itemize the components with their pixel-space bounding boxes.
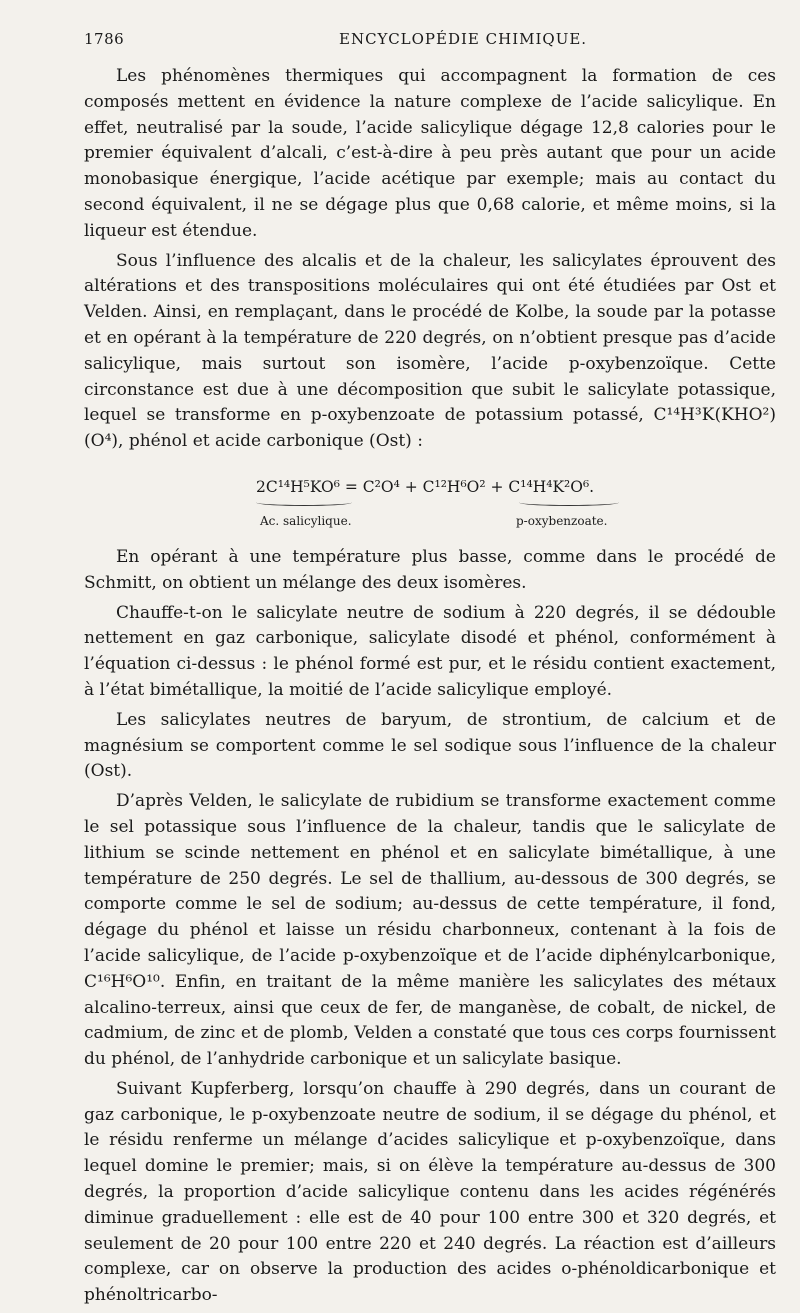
paragraph-neutral-salicylates: Les salicylates neutres de baryum, de strontium, de calcium et de magnésium se comportent comme le sel sodique sous l’influence de la chaleur (Ost). [84,709,776,782]
page-header [84,30,764,54]
running-title: ENCYCLOPÉDIE CHIMIQUE. [339,30,588,48]
underbrace-right [519,499,619,506]
chemical-equation [84,469,776,533]
equation-label-salicylic: Ac. salicylique. [260,513,352,528]
paragraph-velden: D’après Velden, le salicylate de rubidium se transforme exactement comme le sel potassique sous l’influence de la chaleur, tandis que le salicylate de lithium se scinde nettement en phénol et en salicylate bimétallique, à une température de 250 degrés. Le sel de thallium, au-dessous de 300 degrés, se comporte comme le sel de sodium; au-dessus de cette température, il fond, dégage du phénol et laisse un résidu charbonneux, contenant à la fois de l’acide salicylique, de l’acide p-oxybenzoïque et de l’acide diphénylcarbonique, C¹⁶H⁶O¹⁰. Enfin, en traitant de la même manière les salicylates des métaux alcalino-terreux, ainsi que ceux de fer, de manganèse, de cobalt, de nickel, de cadmium, de zinc et de plomb, Velden a constaté que tous ces corps fournissent du phénol, de l’anhydride carbonique et un salicylate basique. [84,791,776,1070]
paragraph-lower-temperature: En opérant à une température plus basse, comme dans le procédé de Schmitt, on obtient un mélange des deux isomères. [84,546,776,593]
paragraph-alkali-heat: Sous l’influence des alcalis et de la chaleur, les salicylates éprouvent des altérations et des transpositions moléculaires qui ont été étudiées par Ost et Velden. Ainsi, en remplaçant, dans le procédé de Kolbe, la soude par la potasse et en opérant à la température de 220 degrés, on n’obtient presque pas d’acide salicylique, mais surtout son isomère, l’acide p-oxybenzoïque. Cette circonstance est due à une décomposition que subit le salicylate potassique, lequel se transforme en p-oxybenzoate de potassium potassé, C¹⁴H³K(KHO²)(O⁴), phénol et acide carbonique (Ost) : [84,250,776,452]
equation-formula: 2C¹⁴H⁵KO⁶ = C²O⁴ + C¹²H⁶O² + C¹⁴H⁴K²O⁶. [256,477,595,496]
paragraph-thermal-phenomena: Les phénomènes thermiques qui accompagnent la formation de ces composés mettent en évidence la nature complexe de l’acide salicylique. En effet, neutralisé par la soude, l’acide salicylique dégage 12,8 calories pour le premier équivalent d’alcali, c’est-à-dire à peu près autant que pour un acide monobasique énergique, l’acide acétique par exemple; mais au contact du second équivalent, il ne se dégage plus que 0,68 calorie, et même moins, si la liqueur est étendue. [84,66,776,241]
body-text [84,64,776,1313]
paragraph-sodium-salicylate: Chauffe-t-on le salicylate neutre de sodium à 220 degrés, il se dédouble nettement en gaz carbonique, salicylate disodé et phénol, conformément à l’équation ci-dessus : le phénol formé est pur, et le résidu contient exactement, à l’état bimétallique, la moitié de l’acide salicylique employé. [84,602,776,700]
underbrace-left [256,499,352,506]
paragraph-kupferberg: Suivant Kupferberg, lorsqu’on chauffe à 290 degrés, dans un courant de gaz carbonique, le p-oxybenzoate neutre de sodium, il se dégage du phénol, et le résidu renferme un mélange d’acides salicylique et p-oxybenzoïque, dans lequel domine le premier; mais, si on élève la température au-dessus de 300 degrés, la proportion d’acide salicylique contenu dans les acides régénérés diminue graduellement : elle est de 40 pour 100 entre 300 et 320 degrés, et seulement de 20 pour 100 entre 220 et 240 degrés. La réaction est d’ailleurs complexe, car on observe la production des acides o-phénoldicarbonique et phénoltricarbo- [84,1078,776,1306]
equation-label-oxybenzoate: p-oxybenzoate. [516,513,608,528]
page-number: 1786 [84,30,125,48]
